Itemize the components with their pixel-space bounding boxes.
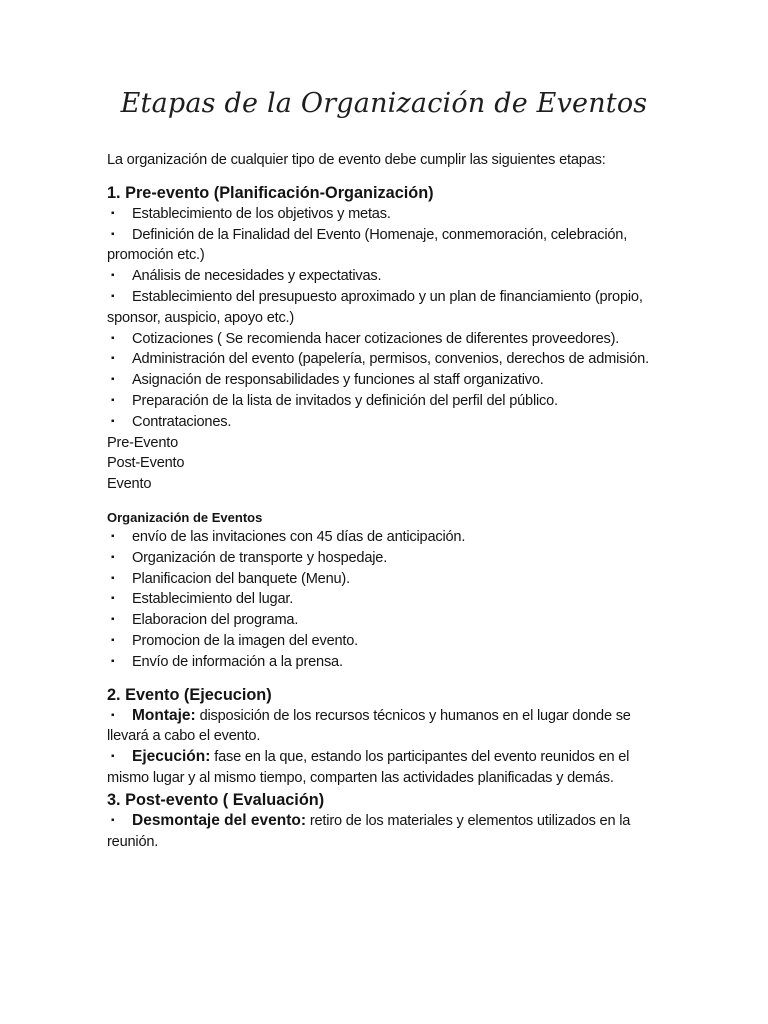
list-item-text: Organización de transporte y hospedaje. <box>132 549 388 566</box>
list-item <box>107 569 667 590</box>
bullet-icon: ▪ <box>111 814 115 826</box>
list-item-text: Establecimiento del presupuesto aproximado y un plan de financiamiento (propio, sponsor, auspicio, apoyo etc.) <box>107 288 643 326</box>
bullet-icon: ▪ <box>111 551 115 563</box>
definition-term: Desmontaje del evento: <box>132 811 306 829</box>
list-item <box>107 391 667 412</box>
bullet-icon: ▪ <box>111 655 115 667</box>
list-item-text: Asignación de responsabilidades y funciones al staff organizativo. <box>132 372 544 389</box>
bullet-icon: ▪ <box>111 290 115 302</box>
bullet-icon: ▪ <box>111 751 115 763</box>
bullet-icon: ▪ <box>111 374 115 386</box>
definition-item <box>107 811 667 853</box>
bullet-icon: ▪ <box>111 572 115 584</box>
bullet-icon: ▪ <box>111 614 115 626</box>
list-item <box>107 652 667 673</box>
list-item-text: Análisis de necesidades y expectativas. <box>132 268 382 285</box>
list-item <box>107 225 667 267</box>
bullet-icon: ▪ <box>111 332 115 344</box>
list-item-text: Cotizaciones ( Se recomienda hacer cotizaciones de diferentes proveedores). <box>132 330 620 347</box>
plain-line: Evento <box>107 476 152 493</box>
list-item-text: Contrataciones. <box>132 413 232 430</box>
definition-item <box>107 706 667 748</box>
list-item-text: Establecimiento del lugar. <box>132 591 294 608</box>
list-item-text: Planificacion del banquete (Menu). <box>132 570 350 587</box>
definition-text: retiro de los materiales y elementos utilizados en la reunión. <box>107 812 631 850</box>
bullet-icon: ▪ <box>111 394 115 406</box>
section-2-heading: 2. Evento (Ejecucion) <box>107 685 272 704</box>
list-item <box>107 287 667 329</box>
list-item <box>107 266 667 287</box>
bullet-icon: ▪ <box>111 353 115 365</box>
list-item <box>107 589 667 610</box>
list-item <box>107 349 667 370</box>
list-item <box>107 329 667 350</box>
bullet-icon: ▪ <box>111 530 115 542</box>
list-item <box>107 610 667 631</box>
bullet-icon: ▪ <box>111 593 115 605</box>
definition-term: Montaje: <box>132 706 196 724</box>
list-item-text: Envío de información a la prensa. <box>132 653 343 670</box>
definition-item <box>107 747 667 789</box>
list-item <box>107 631 667 652</box>
bullet-icon: ▪ <box>111 270 115 282</box>
bullet-icon: ▪ <box>111 709 115 721</box>
bullet-icon: ▪ <box>111 207 115 219</box>
list-item-text: Establecimiento de los objetivos y metas. <box>132 205 391 222</box>
list-item <box>107 370 667 391</box>
list-item <box>107 204 667 225</box>
list-item-text: Administración del evento (papelería, permisos, convenios, derechos de admisión. <box>132 351 649 368</box>
list-item <box>107 548 667 569</box>
definition-term: Ejecución: <box>132 748 211 766</box>
definition-text: disposición de los recursos técnicos y humanos en el lugar donde se llevará a cabo el evento. <box>107 707 631 745</box>
plain-line: Pre-Evento <box>107 434 179 451</box>
section-3-heading: 3. Post-evento ( Evaluación) <box>107 790 325 809</box>
list-item-text: Preparación de la lista de invitados y definición del perfil del público. <box>132 392 558 409</box>
document-body <box>107 150 667 852</box>
subsection-heading: Organización de Eventos <box>107 509 263 525</box>
list-item-text: Elaboracion del programa. <box>132 612 299 629</box>
document-title: Etapas de la Organización de Eventos <box>120 88 648 119</box>
list-item <box>107 412 667 433</box>
plain-line: Post-Evento <box>107 455 185 472</box>
intro-paragraph: La organización de cualquier tipo de evento debe cumplir las siguientes etapas: <box>107 152 606 168</box>
definition-text: fase en la que, estando los participantes del evento reunidos en el mismo lugar y al mismo tiempo, comparten las actividades planificadas y demás. <box>107 749 630 786</box>
section-1-heading: 1. Pre-evento (Planificación-Organización) <box>107 183 434 202</box>
list-item-text: Definición de la Finalidad del Evento (Homenaje, conmemoración, celebración, promoción etc.) <box>107 226 628 264</box>
bullet-icon: ▪ <box>111 228 115 240</box>
list-item-text: envío de las invitaciones con 45 días de anticipación. <box>132 528 466 545</box>
bullet-icon: ▪ <box>111 634 115 646</box>
list-item-text: Promocion de la imagen del evento. <box>132 632 359 649</box>
bullet-icon: ▪ <box>111 415 115 427</box>
list-item <box>107 527 667 548</box>
